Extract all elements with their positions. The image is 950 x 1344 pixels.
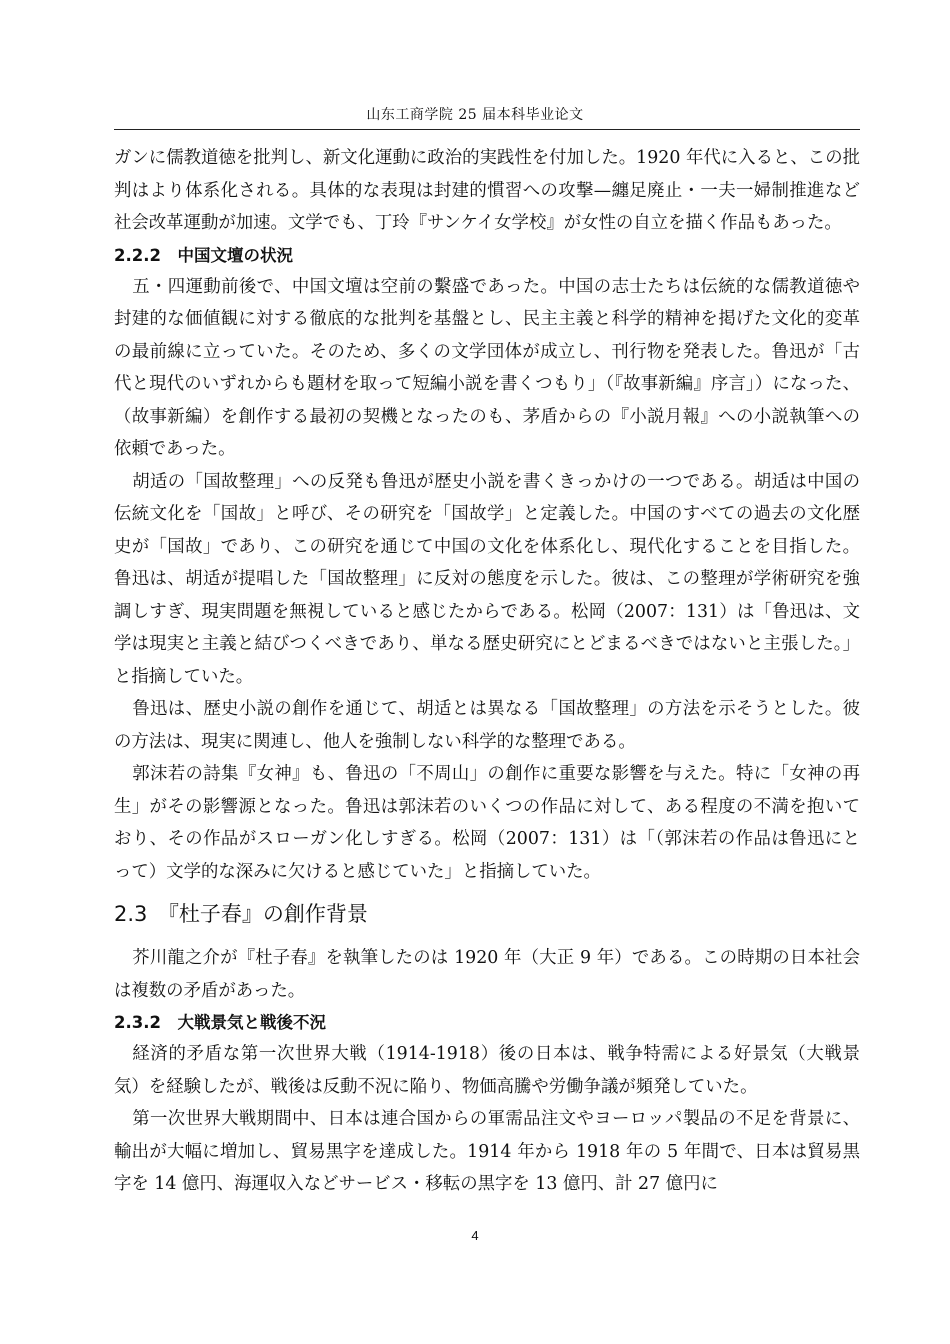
- paragraph: 経済的矛盾な第一次世界大戦（1914-1918）後の日本は、戦争特需による好景気（大戦景気）を経験したが、戦後は反動不況に陥り、物価高騰や労働争議が頻発していた。: [114, 1044, 860, 1097]
- paragraph: 胡适の「国故整理」への反発も鲁迅が歴史小説を書くきっかけの一つである。胡适は中国の伝統文化を「国故」と呼び、その研究を「国故学」と定義した。中国のすべての過去の文化歴史が「国故」であり、この研究を通じて中国の文化を体系化し、現代化することを目指した。鲁迅は、胡适が提唱した「国故整理」に反対の態度を示した。彼は、この整理が学術研究を強調しすぎ、現実問題を無視していると感じたからである。松岡（2007：131）は「鲁迅は、文学は現実と主義と結びつくべきであり、単なる歴史研究にとどまるべきではないと主張した。」と指摘していた。: [114, 471, 860, 687]
- paragraph: 鲁迅は、歴史小説の創作を通じて、胡适とは異なる「国故整理」の方法を示そうとした。彼の方法は、現実に関連し、他人を強制しない科学的な整理である。: [114, 699, 860, 752]
- paragraph: 芥川龍之介が『杜子春』を執筆したのは 1920 年（大正 9 年）である。この時期の日本社会は複数の矛盾があった。: [114, 948, 860, 1001]
- body-text: [114, 142, 860, 1201]
- paragraph: 五・四運動前後で、中国文壇は空前の繫盛であった。中国の志士たちは伝統的な儒教道徳や封建的な価値観に対する徹底的な批判を基盤とし、民主主義と科学的精神を掲げた文化的変革の最前線に立っていた。そのため、多くの文学団体が成立し、刊行物を発表した。鲁迅が「古代と現代のいずれからも題材を取って短編小説を書くつもり」（『故事新編』序言」）になった、（故事新編）を創作する最初の契機となったのも、茅盾からの『小説月報』への小説執筆への依頼であった。: [114, 276, 860, 459]
- paragraph-continued: ガンに儒教道徳を批判し、新文化運動に政治的実践性を付加した。1920 年代に入ると、この批判はより体系化される。具体的な表現は封建的慣習への攻撃—纏足廃止・一夫一婦制推進など社会改革運動が加速。文学でも、丁玲『サンケイ女学校』が女性の自立を描く作品もあった。: [114, 148, 860, 233]
- page-number: 4: [471, 1228, 479, 1243]
- paragraph: 第一次世界大戦期間中、日本は連合国からの軍需品注文やヨーロッパ製品の不足を背景に、輸出が大幅に増加し、貿易黒字を達成した。1914 年から 1918 年の 5 年間で、日本は貿易黒字を 14 億円、海運収入などサービス・移転の黒字を 13 億円、計 27 億円に: [114, 1109, 860, 1194]
- section-heading-2-2-2: 2.2.2 中国文壇の状況: [114, 245, 293, 265]
- section-heading-2-3: 2.3 『杜子春』の創作背景: [114, 902, 368, 926]
- paragraph: 郭沫若の詩集『女神』も、鲁迅の「不周山」の創作に重要な影響を与えた。特に「女神の再生」がその影響源となった。鲁迅は郭沫若のいくつの作品に対して、ある程度の不満を抱いており、その作品がスローガン化しすぎる。松岡（2007：131）は「（郭沫若の作品は鲁迅にとって）文学的な深みに欠けると感じていた」と指摘していた。: [114, 764, 860, 882]
- section-heading-2-3-2: 2.3.2 大戦景気と戦後不況: [114, 1013, 326, 1032]
- running-header: 山东工商学院 25 届本科毕业论文: [366, 107, 584, 123]
- header-rule: [114, 129, 860, 130]
